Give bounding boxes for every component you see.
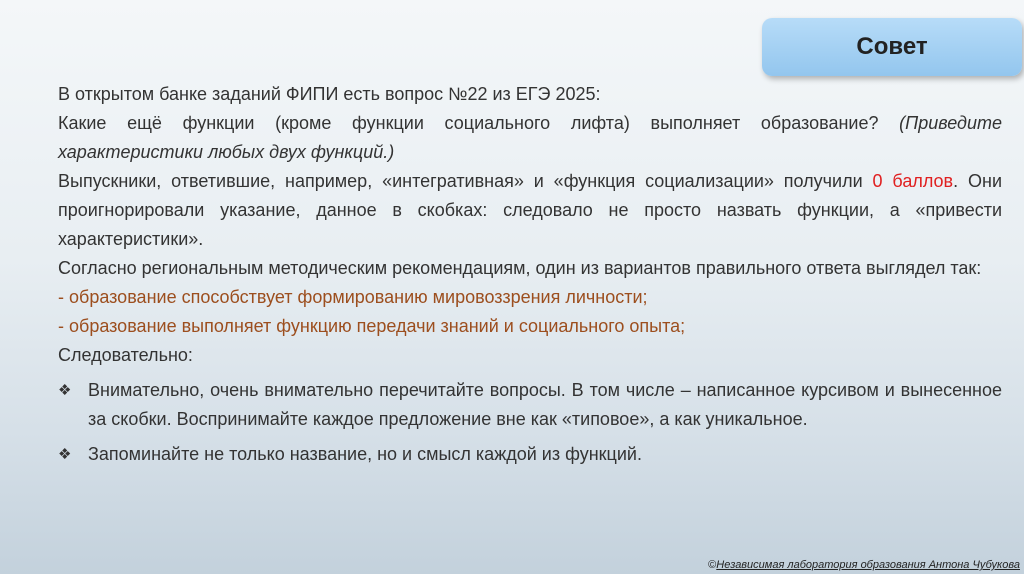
conclusion-text: Следовательно: bbox=[58, 345, 193, 365]
copyright-link[interactable]: Независимая лаборатория образования Антона Чубукова bbox=[716, 559, 1020, 571]
tip-text: Внимательно, очень внимательно перечитайте вопросы. В том числе – написанное курсивом и вынесенное за скобки. Воспринимайте каждое предложение вне как «типовое», а как уникальное. bbox=[88, 380, 1002, 429]
graduates-before: Выпускники, ответившие, например, «интегративная» и «функция социализации» получили bbox=[58, 171, 863, 191]
question-text bbox=[58, 109, 1002, 167]
graduates-after: . Они проигнорировали указание, данное в скобках: следовало не просто назвать функции, а «привести характеристики». bbox=[58, 171, 1002, 249]
recommendation-text: Согласно региональным методическим рекомендациям, один из вариантов правильного ответа выглядел так: bbox=[58, 258, 982, 278]
diamond-bullet-icon: ❖ bbox=[58, 446, 72, 463]
graduates-text bbox=[58, 167, 1002, 254]
question-italic: (Приведите характеристики любых двух функций.) bbox=[58, 113, 1002, 162]
question-main: Какие ещё функции (кроме функции социального лифта) выполняет образование? bbox=[58, 113, 879, 133]
answer-item: - образование выполняет функцию передачи знаний и социального опыта; bbox=[58, 316, 686, 336]
copyright-footer bbox=[708, 559, 1020, 571]
intro-text: В открытом банке заданий ФИПИ есть вопрос №22 из ЕГЭ 2025: bbox=[58, 84, 601, 104]
tip-item bbox=[58, 440, 1002, 469]
score-highlight: 0 баллов bbox=[872, 171, 954, 191]
tip-item bbox=[58, 376, 1002, 434]
tip-text: Запоминайте не только название, но и смысл каждой из функций. bbox=[88, 444, 642, 464]
slide-content bbox=[58, 80, 1002, 469]
copyright-symbol: © bbox=[708, 559, 717, 571]
advice-badge-label: Совет bbox=[856, 33, 928, 60]
diamond-bullet-icon: ❖ bbox=[58, 382, 72, 399]
advice-badge bbox=[762, 18, 1022, 76]
answer-item: - образование способствует формированию мировоззрения личности; bbox=[58, 287, 648, 307]
